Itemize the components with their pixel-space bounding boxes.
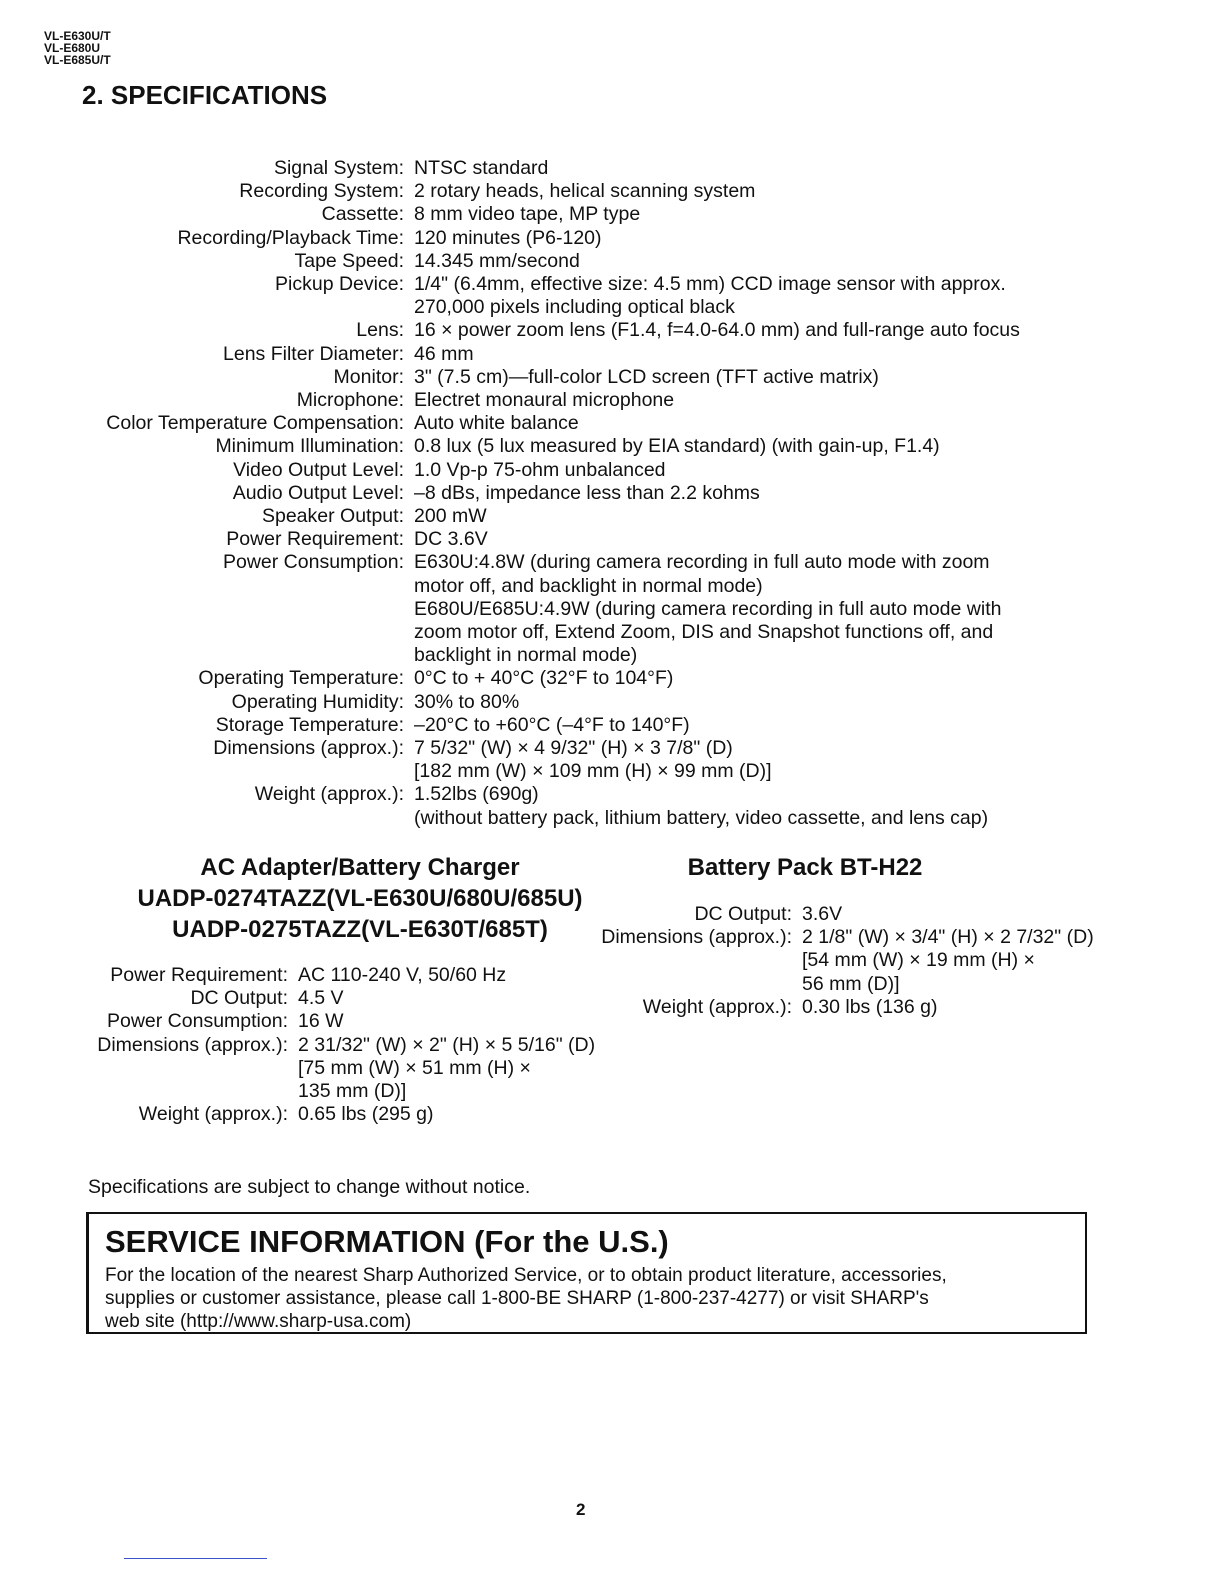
spec-value: 8 mm video tape, MP type: [414, 203, 641, 226]
spec-label: Color Temperature Compensation:: [106, 412, 404, 435]
spec-label: Tape Speed:: [294, 249, 404, 272]
spec-label: Operating Temperature:: [198, 667, 404, 690]
decorative-line: [124, 1558, 267, 1559]
ac-adapter-specifications: [40, 964, 640, 1126]
main-specifications: [40, 157, 1160, 830]
spec-row: [40, 737, 1160, 783]
spec-label: Signal System:: [273, 157, 404, 179]
spec-row: [40, 435, 1160, 458]
model-number: VL-E685U/T: [44, 53, 111, 67]
spec-label: Power Consumption:: [106, 1010, 288, 1033]
battery-pack-specifications: [560, 903, 1120, 1019]
spec-value: Electret monaural microphone: [414, 389, 675, 412]
spec-row: [40, 1034, 640, 1104]
spec-label: Recording System:: [239, 180, 404, 203]
spec-value: 16 W: [298, 1010, 344, 1033]
spec-label: Storage Temperature:: [215, 713, 404, 736]
spec-label: Weight (approx.):: [642, 995, 792, 1018]
spec-label: Power Consumption:: [222, 551, 404, 574]
spec-row: [40, 505, 1160, 528]
spec-label: Cassette:: [321, 203, 404, 226]
spec-value: 46 mm: [414, 342, 474, 365]
section-title: 2. SPECIFICATIONS: [82, 80, 328, 110]
spec-value: DC 3.6V: [414, 528, 488, 551]
spec-row: [40, 273, 1160, 319]
spec-label: Pickup Device:: [275, 273, 404, 296]
spec-value: 1.0 Vp-p 75-ohm unbalanced: [414, 458, 666, 481]
spec-label: Video Output Level:: [233, 458, 404, 481]
spec-row: [40, 180, 1160, 203]
spec-row: [40, 691, 1160, 714]
spec-label: Monitor:: [333, 365, 404, 388]
spec-row: [40, 987, 640, 1010]
service-title: SERVICE INFORMATION (For the U.S.): [105, 1224, 669, 1259]
spec-label: Dimensions (approx.):: [213, 737, 404, 760]
spec-value: Auto white balance: [414, 412, 579, 435]
spec-value: 0.8 lux (5 lux measured by EIA standard) (with gain-up, F1.4): [414, 435, 940, 458]
spec-value: NTSC standard: [414, 157, 549, 179]
spec-label: Weight (approx.):: [254, 783, 404, 806]
spec-value: 2 1/8" (W) × 3/4" (H) × 2 7/32" (D) [54 mm (W) × 19 mm (H) × 56 mm (D)]: [802, 926, 1094, 995]
spec-label: Weight (approx.):: [138, 1103, 288, 1126]
spec-label: DC Output:: [190, 987, 288, 1010]
spec-row: [40, 412, 1160, 435]
page-number: 2: [576, 1500, 586, 1519]
spec-value: 30% to 80%: [414, 690, 520, 713]
spec-row: [40, 964, 640, 987]
spec-row: [40, 319, 1160, 342]
spec-label: Power Requirement:: [226, 528, 404, 551]
spec-label: DC Output:: [694, 903, 792, 925]
spec-value: 7 5/32" (W) × 4 9/32" (H) × 3 7/8" (D) [182 mm (W) × 109 mm (H) × 99 mm (D)]: [414, 737, 772, 783]
spec-value: 0.30 lbs (136 g): [802, 995, 938, 1018]
model-number: VL-E630U/T: [44, 29, 111, 43]
spec-row: [40, 528, 1160, 551]
spec-value: 4.5 V: [298, 987, 344, 1010]
spec-row: [40, 551, 1160, 667]
spec-value: 16 × power zoom lens (F1.4, f=4.0-64.0 mm) and full-range auto focus: [414, 319, 1020, 342]
spec-row: [40, 343, 1160, 366]
spec-value: E630U:4.8W (during camera recording in full auto mode with zoom motor off, and backlight in normal mode) E680U/E685U:4.9W (during camera recording in full auto mode with zoom motor off, Extend Zoom, DIS and Snapshot functions off, and backlight in normal mode): [414, 551, 1002, 667]
spec-value: 14.345 mm/second: [414, 249, 580, 272]
spec-row: [40, 1103, 640, 1126]
battery-pack-heading: Battery Pack BT-H22: [687, 854, 923, 881]
model-numbers: [44, 30, 111, 66]
spec-label: Lens Filter Diameter:: [223, 342, 404, 365]
spec-label: Speaker Output:: [261, 505, 404, 528]
spec-row: [560, 996, 1120, 1019]
spec-row: [40, 157, 1160, 180]
spec-label: Dimensions (approx.):: [97, 1033, 288, 1056]
spec-value: AC 110-240 V, 50/60 Hz: [298, 964, 507, 986]
service-body: For the location of the nearest Sharp Authorized Service, or to obtain product literature, accessories, supplies or customer assistance, please call 1-800-BE SHARP (1-800-237-4277) or visit SHARP's web site (http://www.sharp-usa.com): [105, 1265, 947, 1332]
ac-adapter-heading-line: UADP-0275TAZZ(VL-E630T/685T): [172, 916, 548, 943]
spec-value: 0.65 lbs (295 g): [298, 1103, 434, 1126]
spec-value: 0°C to + 40°C (32°F to 104°F): [414, 667, 674, 690]
spec-row: [560, 926, 1120, 996]
spec-value: –8 dBs, impedance less than 2.2 kohms: [414, 481, 760, 504]
ac-adapter-heading-line: AC Adapter/Battery Charger: [200, 854, 520, 881]
spec-row: [40, 366, 1160, 389]
spec-label: Audio Output Level:: [232, 481, 404, 504]
spec-row: [40, 227, 1160, 250]
spec-label: Power Requirement:: [110, 964, 288, 986]
spec-row: [40, 459, 1160, 482]
spec-value: 1.52lbs (690g) (without battery pack, lithium battery, video cassette, and lens cap): [414, 783, 989, 829]
spec-value: –20°C to +60°C (–4°F to 140°F): [414, 713, 690, 736]
spec-value: 2 rotary heads, helical scanning system: [414, 180, 756, 203]
spec-row: [40, 482, 1160, 505]
model-number: VL-E680U: [44, 41, 101, 55]
change-notice: Specifications are subject to change without notice.: [88, 1176, 531, 1198]
spec-label: Lens:: [356, 319, 404, 342]
spec-value: 2 31/32" (W) × 2" (H) × 5 5/16" (D) [75 mm (W) × 51 mm (H) × 135 mm (D)]: [298, 1033, 596, 1103]
spec-label: Microphone:: [296, 389, 404, 412]
spec-value: 3.6V: [802, 903, 843, 925]
ac-adapter-heading-line: UADP-0274TAZZ(VL-E630U/680U/685U): [137, 885, 583, 912]
spec-row: [40, 1010, 640, 1033]
spec-value: 1/4" (6.4mm, effective size: 4.5 mm) CCD image sensor with approx. 270,000 pixels including optical black: [414, 273, 1006, 319]
spec-row: [40, 389, 1160, 412]
spec-value: 3" (7.5 cm)—full-color LCD screen (TFT active matrix): [414, 365, 879, 388]
spec-row: [560, 903, 1120, 926]
spec-label: Dimensions (approx.):: [601, 926, 792, 949]
spec-value: 200 mW: [414, 505, 487, 528]
spec-label: Recording/Playback Time:: [177, 226, 404, 249]
ac-adapter-heading: [100, 852, 620, 945]
spec-row: [40, 783, 1160, 829]
spec-label: Minimum Illumination:: [215, 435, 404, 458]
spec-row: [40, 714, 1160, 737]
spec-label: Operating Humidity:: [231, 690, 404, 713]
spec-row: [40, 250, 1160, 273]
spec-row: [40, 667, 1160, 690]
spec-value: 120 minutes (P6-120): [414, 226, 602, 249]
spec-row: [40, 203, 1160, 226]
service-information-box: [86, 1212, 1087, 1334]
